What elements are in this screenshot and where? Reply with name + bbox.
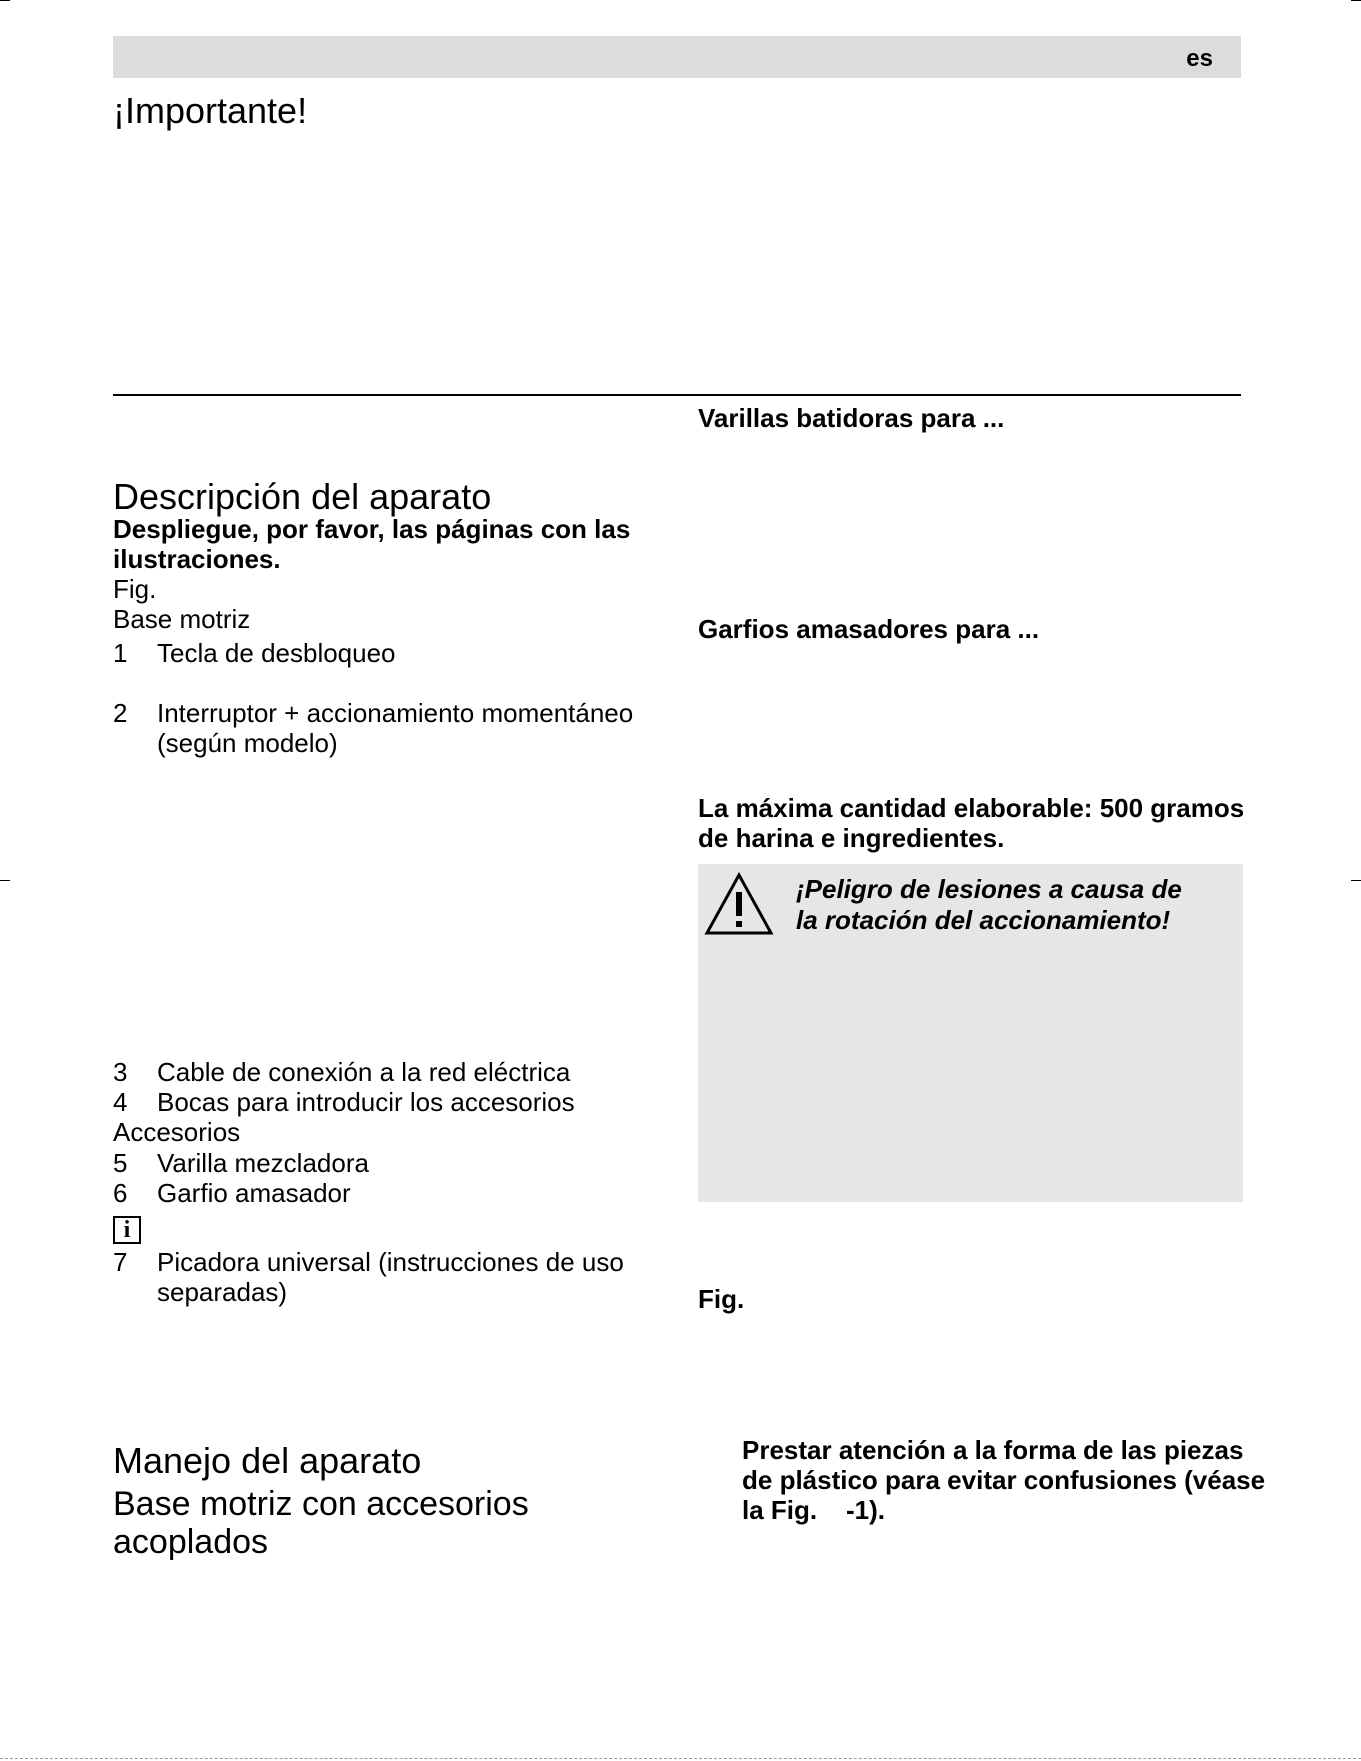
warning-triangle-icon <box>704 872 774 936</box>
varillas-heading: Varillas batidoras para ... <box>698 403 1005 433</box>
list-item <box>113 698 633 758</box>
item-number: 1 <box>113 638 128 668</box>
item-text: Varilla mezcladora <box>157 1148 369 1178</box>
item-text: Cable de conexión a la red eléctrica <box>157 1057 571 1087</box>
subsection-title <box>113 1485 529 1561</box>
base-title: Base motriz <box>113 604 251 634</box>
item-number: 5 <box>113 1148 128 1178</box>
warning-text <box>796 874 1182 936</box>
subsection-line-2: acoplados <box>113 1523 269 1561</box>
note-line-2: de plástico para evitar confusiones (véase <box>742 1465 1266 1495</box>
subsection-line-1: Base motriz con accesorios <box>113 1485 529 1523</box>
item-text: Tecla de desbloqueo <box>157 638 396 668</box>
list-item <box>113 1178 351 1208</box>
accessories-title: Accesorios <box>113 1117 241 1147</box>
note-line-1: Prestar atención a la forma de las piezas <box>742 1435 1244 1465</box>
item-number: 7 <box>113 1247 128 1277</box>
item-text: Bocas para introducir los accesorios <box>157 1087 575 1117</box>
header-bar <box>113 36 1241 78</box>
language-code: es <box>1186 45 1213 72</box>
max-quantity-text <box>698 793 1244 853</box>
warning-line-1: ¡Peligro de lesiones a causa de <box>796 874 1182 904</box>
list-item <box>113 1087 575 1117</box>
fig-label-right: Fig. <box>698 1284 745 1314</box>
garfios-heading: Garfios amasadores para ... <box>698 614 1040 644</box>
list-item <box>113 1247 624 1307</box>
note-line-3: la Fig. -1). <box>742 1495 886 1525</box>
intro-line-2: ilustraciones. <box>113 544 281 574</box>
list-item <box>113 1148 369 1178</box>
max-quantity-line-1: La máxima cantidad elaborable: 500 gramos <box>698 793 1245 823</box>
intro-text <box>113 514 630 634</box>
crop-mark <box>0 0 10 1</box>
list-item <box>113 1057 570 1087</box>
list-item <box>113 638 396 668</box>
item-text: Interruptor + accionamiento momentáneo <box>157 698 634 728</box>
crop-mark <box>1351 0 1361 1</box>
item-text-continued: (según modelo) <box>157 728 338 758</box>
section-title-description: Descripción del aparato <box>113 476 492 517</box>
section-title-manejo: Manejo del aparato <box>113 1440 422 1481</box>
crop-mark <box>0 880 10 881</box>
item-text: Picadora universal (instrucciones de uso <box>157 1247 624 1277</box>
intro-line-1: Despliegue, por favor, las páginas con las <box>113 514 631 544</box>
note-text <box>742 1435 1265 1525</box>
important-heading: ¡Importante! <box>113 90 308 131</box>
item-text: Garfio amasador <box>157 1178 351 1208</box>
item-number: 6 <box>113 1178 128 1208</box>
item-number: 4 <box>113 1087 128 1117</box>
fig-label: Fig. <box>113 574 157 604</box>
item-number: 2 <box>113 698 128 728</box>
info-icon: i <box>113 1216 141 1244</box>
page-bottom-edge <box>0 1758 1361 1760</box>
crop-mark <box>1351 880 1361 881</box>
item-text-continued: separadas) <box>157 1277 288 1307</box>
section-divider <box>113 394 1241 396</box>
item-number: 3 <box>113 1057 128 1087</box>
warning-line-2: la rotación del accionamiento! <box>796 905 1171 935</box>
warning-box <box>698 864 1243 1202</box>
max-quantity-line-2: de harina e ingredientes. <box>698 823 1005 853</box>
